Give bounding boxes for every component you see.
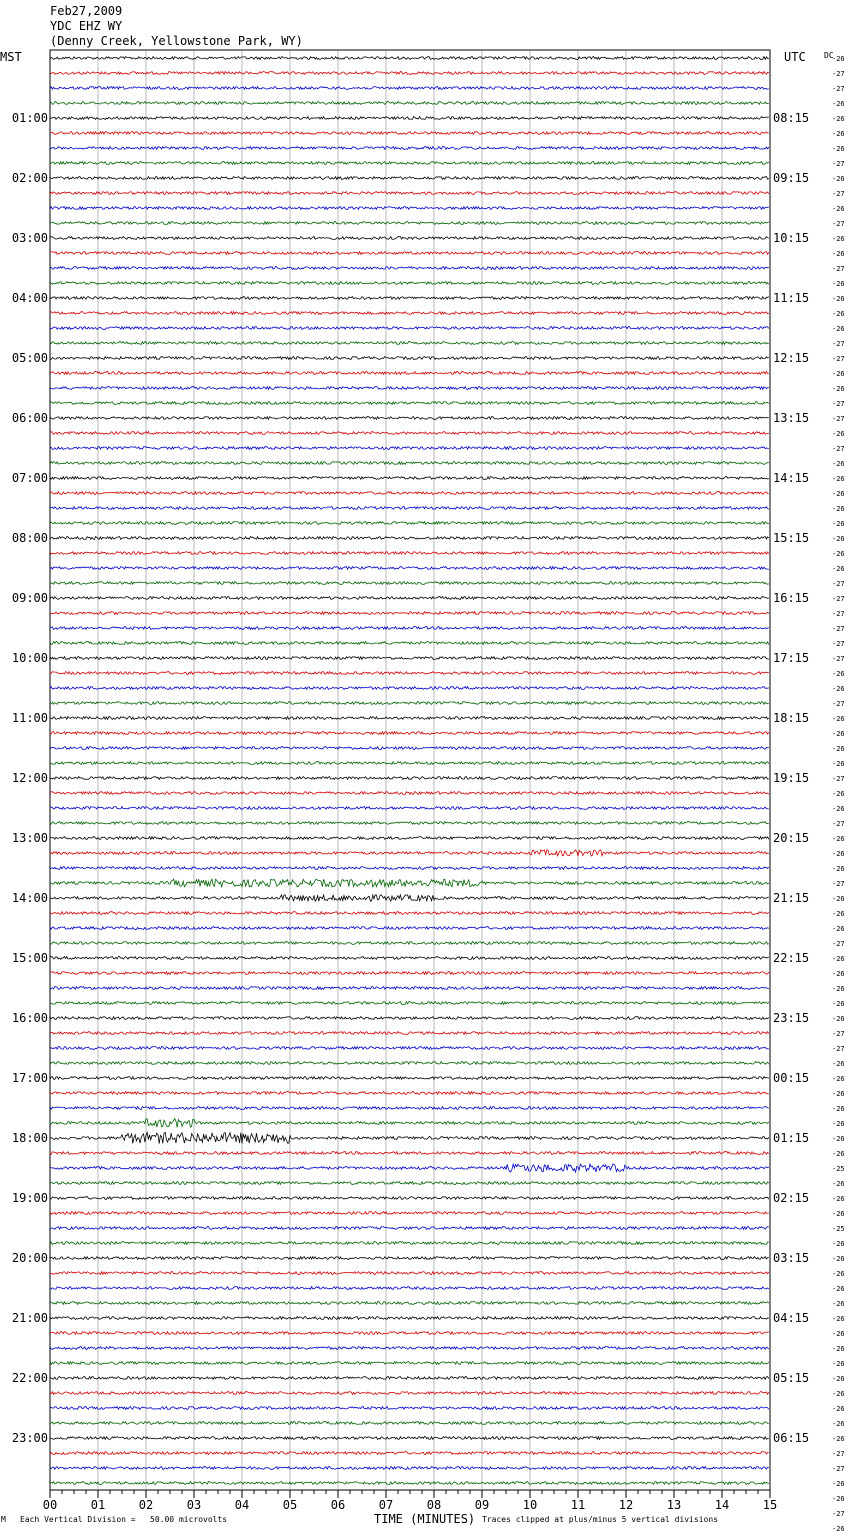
dc-offset-label: -26 <box>832 55 845 63</box>
dc-offset-label: -26 <box>832 1480 845 1488</box>
dc-offset-label: -26 <box>832 1330 845 1338</box>
trace-line <box>50 1132 769 1143</box>
dc-offset-label: -26 <box>832 280 845 288</box>
trace-line <box>50 522 769 525</box>
x-axis-title: TIME (MINUTES) <box>374 1512 476 1526</box>
dc-offset-label: -26 <box>832 730 845 738</box>
dc-offset-label: -26 <box>832 955 845 963</box>
trace-line <box>50 1332 769 1335</box>
mst-hour-label: 12:00 <box>11 771 48 785</box>
dc-offset-label: -26 <box>832 1315 845 1323</box>
trace-line <box>50 342 769 345</box>
dc-offset-label: -26 <box>832 1345 845 1353</box>
dc-offset-label: -26 <box>832 1060 845 1068</box>
trace-line <box>50 957 769 960</box>
dc-offset-label: -27 <box>832 400 845 408</box>
station-date: Feb27,2009 <box>50 4 123 18</box>
dc-offset-label: -26 <box>832 1255 845 1263</box>
trace-line <box>50 132 769 135</box>
trace-line <box>50 792 769 795</box>
x-tick-label: 12 <box>618 1498 634 1512</box>
trace-line <box>50 972 769 975</box>
dc-offset-label: -26 <box>832 130 845 138</box>
dc-offset-label: -26 <box>832 1210 845 1218</box>
trace-line <box>50 1152 769 1155</box>
trace-line <box>50 1032 769 1035</box>
dc-offset-label: -26 <box>832 1420 845 1428</box>
x-tick-label: 09 <box>474 1498 490 1512</box>
trace-line <box>50 507 769 510</box>
trace-line <box>50 1362 769 1365</box>
trace-line <box>50 192 769 195</box>
dc-offset-label: -26 <box>832 310 845 318</box>
utc-hour-label: 23:15 <box>773 1011 810 1025</box>
trace-line <box>50 1212 769 1215</box>
trace-line <box>50 567 769 570</box>
dc-offset-label: -27 <box>832 655 845 663</box>
dc-offset-label: -27 <box>832 700 845 708</box>
dc-offset-label: -27 <box>832 580 845 588</box>
utc-hour-label: 08:15 <box>773 111 810 125</box>
trace-line <box>50 1287 769 1290</box>
trace-line <box>50 1422 769 1425</box>
x-tick-label: 11 <box>570 1498 586 1512</box>
utc-hour-label: 18:15 <box>773 711 810 725</box>
dc-offset-label: -27 <box>832 820 845 828</box>
dc-offset-label: -26 <box>832 370 845 378</box>
trace-line <box>50 1197 769 1200</box>
trace-line <box>50 177 769 180</box>
dc-offset-label: -26 <box>832 1195 845 1203</box>
station-location: (Denny Creek, Yellowstone Park, WY) <box>50 34 303 48</box>
trace-line <box>50 942 769 945</box>
x-tick-label: 01 <box>90 1498 106 1512</box>
dc-offset-label: -26 <box>832 1525 845 1533</box>
dc-offset-label: -27 <box>832 355 845 363</box>
dc-offset-label: -26 <box>832 550 845 558</box>
utc-hour-label: 21:15 <box>773 891 810 905</box>
x-tick-label: 06 <box>330 1498 346 1512</box>
mst-hour-label: 19:00 <box>11 1191 48 1205</box>
dc-offset-label: -26 <box>832 925 845 933</box>
trace-line <box>50 72 769 75</box>
dc-offset-label: -26 <box>832 1150 845 1158</box>
dc-offset-label: -27 <box>832 940 845 948</box>
dc-offset-label: -27 <box>832 415 845 423</box>
dc-offset-label: -26 <box>832 1300 845 1308</box>
trace-line <box>50 1119 769 1128</box>
dc-label: DC <box>824 51 834 60</box>
trace-line <box>50 1242 769 1245</box>
mst-hour-label: 08:00 <box>11 531 48 545</box>
dc-offset-label: -26 <box>832 1000 845 1008</box>
utc-hour-label: 22:15 <box>773 951 810 965</box>
dc-offset-label: -27 <box>832 220 845 228</box>
trace-line <box>50 147 769 150</box>
trace-line <box>50 987 769 990</box>
trace-line <box>50 282 769 285</box>
mst-hour-label: 01:00 <box>11 111 48 125</box>
trace-line <box>50 762 769 765</box>
dc-offset-label: -26 <box>832 1375 845 1383</box>
mst-hour-label: 03:00 <box>11 231 48 245</box>
dc-offset-label: -26 <box>832 565 845 573</box>
trace-line <box>50 402 769 405</box>
trace-line <box>50 162 769 165</box>
x-tick-label: 02 <box>138 1498 154 1512</box>
dc-offset-label: -26 <box>832 1390 845 1398</box>
dc-offset-label: -26 <box>832 1285 845 1293</box>
trace-line <box>50 537 769 540</box>
trace-line <box>50 702 769 705</box>
right-timezone-label: UTC <box>784 50 806 64</box>
dc-offset-label: -26 <box>832 850 845 858</box>
dc-offset-label: -27 <box>832 1510 845 1518</box>
trace-line <box>50 597 769 600</box>
trace-line <box>50 1002 769 1005</box>
trace-line <box>50 432 769 435</box>
dc-offset-label: -26 <box>832 505 845 513</box>
trace-line <box>50 117 769 120</box>
dc-offset-label: -26 <box>832 685 845 693</box>
dc-offset-label: -27 <box>832 610 845 618</box>
dc-offset-label: -27 <box>832 625 845 633</box>
dc-offset-label: -26 <box>832 205 845 213</box>
trace-line <box>50 552 769 555</box>
trace-line <box>50 879 769 887</box>
dc-offset-label: -27 <box>832 85 845 93</box>
mst-hour-label: 16:00 <box>11 1011 48 1025</box>
mst-hour-label: 05:00 <box>11 351 48 365</box>
dc-offset-label: -26 <box>832 805 845 813</box>
dc-offset-label: -26 <box>832 715 845 723</box>
trace-line <box>50 417 769 420</box>
dc-offset-label: -27 <box>832 1465 845 1473</box>
utc-hour-label: 14:15 <box>773 471 810 485</box>
trace-line <box>50 822 769 825</box>
trace-line <box>50 717 769 720</box>
trace-line <box>50 627 769 630</box>
utc-hour-label: 06:15 <box>773 1431 810 1445</box>
trace-line <box>50 1227 769 1230</box>
trace-line <box>50 1482 769 1485</box>
dc-offset-label: -25 <box>832 1165 845 1173</box>
dc-offset-label: -26 <box>832 1435 845 1443</box>
dc-offset-label: -26 <box>832 175 845 183</box>
dc-offset-label: -26 <box>832 1075 845 1083</box>
trace-line <box>50 612 769 615</box>
dc-offset-label: -26 <box>832 1360 845 1368</box>
trace-line <box>50 582 769 585</box>
trace-line <box>50 895 769 901</box>
trace-line <box>50 1317 769 1320</box>
mst-hour-label: 09:00 <box>11 591 48 605</box>
x-tick-label: 05 <box>282 1498 298 1512</box>
dc-offset-label: -26 <box>832 985 845 993</box>
mst-hour-label: 18:00 <box>11 1131 48 1145</box>
trace-line <box>50 237 769 240</box>
dc-offset-label: -27 <box>832 340 845 348</box>
dc-offset-label: -26 <box>832 895 845 903</box>
utc-hour-label: 05:15 <box>773 1371 810 1385</box>
utc-hour-label: 03:15 <box>773 1251 810 1265</box>
mst-hour-label: 13:00 <box>11 831 48 845</box>
dc-offset-label: -27 <box>832 640 845 648</box>
trace-line <box>50 837 769 840</box>
trace-line <box>50 1467 769 1470</box>
trace-line <box>50 850 769 856</box>
mst-hour-label: 14:00 <box>11 891 48 905</box>
trace-line <box>50 1164 769 1172</box>
dc-offset-label: -26 <box>832 1180 845 1188</box>
trace-line <box>50 297 769 300</box>
dc-offset-label: -26 <box>832 670 845 678</box>
dc-offset-label: -27 <box>832 880 845 888</box>
utc-hour-label: 20:15 <box>773 831 810 845</box>
dc-offset-label: -26 <box>832 1135 845 1143</box>
utc-hour-label: 11:15 <box>773 291 810 305</box>
dc-offset-label: -26 <box>832 430 845 438</box>
trace-line <box>50 87 769 90</box>
trace-line <box>50 1092 769 1095</box>
dc-offset-label: -25 <box>832 1225 845 1233</box>
mst-hour-label: 20:00 <box>11 1251 48 1265</box>
trace-line <box>50 462 769 465</box>
trace-line <box>50 657 769 660</box>
dc-offset-label: -26 <box>832 520 845 528</box>
trace-line <box>50 1062 769 1065</box>
clip-note: Traces clipped at plus/minus 5 vertical divisions <box>482 1515 719 1524</box>
dc-offset-label: -26 <box>832 835 845 843</box>
mst-hour-label: 02:00 <box>11 171 48 185</box>
trace-line <box>50 372 769 375</box>
trace-line <box>50 912 769 915</box>
trace-line <box>50 747 769 750</box>
utc-hour-label: 17:15 <box>773 651 810 665</box>
trace-line <box>50 1347 769 1350</box>
dc-offset-label: -26 <box>832 490 845 498</box>
dc-offset-label: -26 <box>832 115 845 123</box>
dc-offset-label: -26 <box>832 1120 845 1128</box>
dc-offset-label: -26 <box>832 100 845 108</box>
x-tick-label: 07 <box>378 1498 394 1512</box>
dc-offset-label: -27 <box>832 1030 845 1038</box>
trace-line <box>50 252 769 255</box>
mst-hour-label: 23:00 <box>11 1431 48 1445</box>
mst-hour-label: 07:00 <box>11 471 48 485</box>
trace-line <box>50 357 769 360</box>
dc-offset-label: -27 <box>832 775 845 783</box>
trace-line <box>50 327 769 330</box>
dc-offset-label: -26 <box>832 1090 845 1098</box>
trace-line <box>50 1077 769 1080</box>
trace-line <box>50 207 769 210</box>
x-tick-label: 15 <box>762 1498 778 1512</box>
utc-hour-label: 16:15 <box>773 591 810 605</box>
utc-hour-label: 12:15 <box>773 351 810 365</box>
trace-line <box>50 777 769 780</box>
dc-offset-label: -27 <box>832 1045 845 1053</box>
station-code: YDC EHZ WY <box>50 19 123 33</box>
left-timezone-label: MST <box>0 50 22 64</box>
dc-offset-label: -26 <box>832 970 845 978</box>
utc-hour-label: 13:15 <box>773 411 810 425</box>
x-tick-label: 03 <box>186 1498 202 1512</box>
dc-offset-label: -26 <box>832 475 845 483</box>
trace-line <box>50 387 769 390</box>
trace-line <box>50 807 769 810</box>
x-tick-label: 00 <box>42 1498 58 1512</box>
trace-line <box>50 1107 769 1110</box>
trace-line <box>50 447 769 450</box>
x-tick-label: 14 <box>714 1498 730 1512</box>
dc-offset-label: -26 <box>832 1240 845 1248</box>
utc-hour-label: 04:15 <box>773 1311 810 1325</box>
mst-hour-label: 06:00 <box>11 411 48 425</box>
trace-line <box>50 1392 769 1395</box>
trace-line <box>50 732 769 735</box>
trace-line <box>50 687 769 690</box>
dc-offset-label: -26 <box>832 745 845 753</box>
utc-hour-label: 01:15 <box>773 1131 810 1145</box>
trace-line <box>50 1437 769 1440</box>
mst-hour-label: 15:00 <box>11 951 48 965</box>
scale-note: Each Vertical Division = 50.00 microvolts <box>20 1515 228 1524</box>
trace-line <box>50 102 769 105</box>
utc-hour-label: 19:15 <box>773 771 810 785</box>
dc-offset-label: -27 <box>832 595 845 603</box>
trace-line <box>50 312 769 315</box>
dc-offset-label: -26 <box>832 385 845 393</box>
dc-offset-label: -27 <box>832 1450 845 1458</box>
utc-hour-label: 02:15 <box>773 1191 810 1205</box>
trace-line <box>50 1257 769 1260</box>
dc-offset-label: -26 <box>832 1015 845 1023</box>
trace-line <box>50 867 769 870</box>
trace-line <box>50 1377 769 1380</box>
dc-offset-label: -26 <box>832 790 845 798</box>
dc-offset-label: -27 <box>832 160 845 168</box>
dc-offset-label: -26 <box>832 910 845 918</box>
trace-line <box>50 1047 769 1050</box>
dc-offset-label: -27 <box>832 445 845 453</box>
x-tick-label: 08 <box>426 1498 442 1512</box>
corner-mark: M <box>1 1515 6 1524</box>
trace-line <box>50 1452 769 1455</box>
dc-offset-label: -26 <box>832 460 845 468</box>
dc-offset-label: -26 <box>832 235 845 243</box>
x-tick-label: 13 <box>666 1498 682 1512</box>
utc-hour-label: 00:15 <box>773 1071 810 1085</box>
trace-line <box>50 57 769 60</box>
mst-hour-label: 21:00 <box>11 1311 48 1325</box>
trace-line <box>50 642 769 645</box>
trace-line <box>50 927 769 930</box>
trace-line <box>50 1017 769 1020</box>
dc-offset-label: -27 <box>832 265 845 273</box>
x-tick-label: 04 <box>234 1498 250 1512</box>
trace-line <box>50 1302 769 1305</box>
dc-offset-label: -26 <box>832 1405 845 1413</box>
dc-offset-label: -26 <box>832 865 845 873</box>
mst-hour-label: 10:00 <box>11 651 48 665</box>
trace-line <box>50 492 769 495</box>
dc-offset-label: -27 <box>832 70 845 78</box>
dc-offset-label: -26 <box>832 535 845 543</box>
mst-hour-label: 11:00 <box>11 711 48 725</box>
trace-line <box>50 1407 769 1410</box>
dc-offset-label: -26 <box>832 1495 845 1503</box>
dc-offset-label: -26 <box>832 145 845 153</box>
utc-hour-label: 09:15 <box>773 171 810 185</box>
trace-line <box>50 222 769 225</box>
dc-offset-label: -26 <box>832 250 845 258</box>
trace-line <box>50 1272 769 1275</box>
trace-line <box>50 267 769 270</box>
mst-hour-label: 04:00 <box>11 291 48 305</box>
trace-line <box>50 1182 769 1185</box>
x-tick-label: 10 <box>522 1498 538 1512</box>
trace-line <box>50 672 769 675</box>
dc-offset-label: -26 <box>832 295 845 303</box>
trace-line <box>50 477 769 480</box>
dc-offset-label: -26 <box>832 1105 845 1113</box>
dc-offset-label: -27 <box>832 190 845 198</box>
mst-hour-label: 22:00 <box>11 1371 48 1385</box>
mst-hour-label: 17:00 <box>11 1071 48 1085</box>
utc-hour-label: 15:15 <box>773 531 810 545</box>
dc-offset-label: -26 <box>832 325 845 333</box>
dc-offset-label: -26 <box>832 1270 845 1278</box>
utc-hour-label: 10:15 <box>773 231 810 245</box>
dc-offset-label: -26 <box>832 760 845 768</box>
